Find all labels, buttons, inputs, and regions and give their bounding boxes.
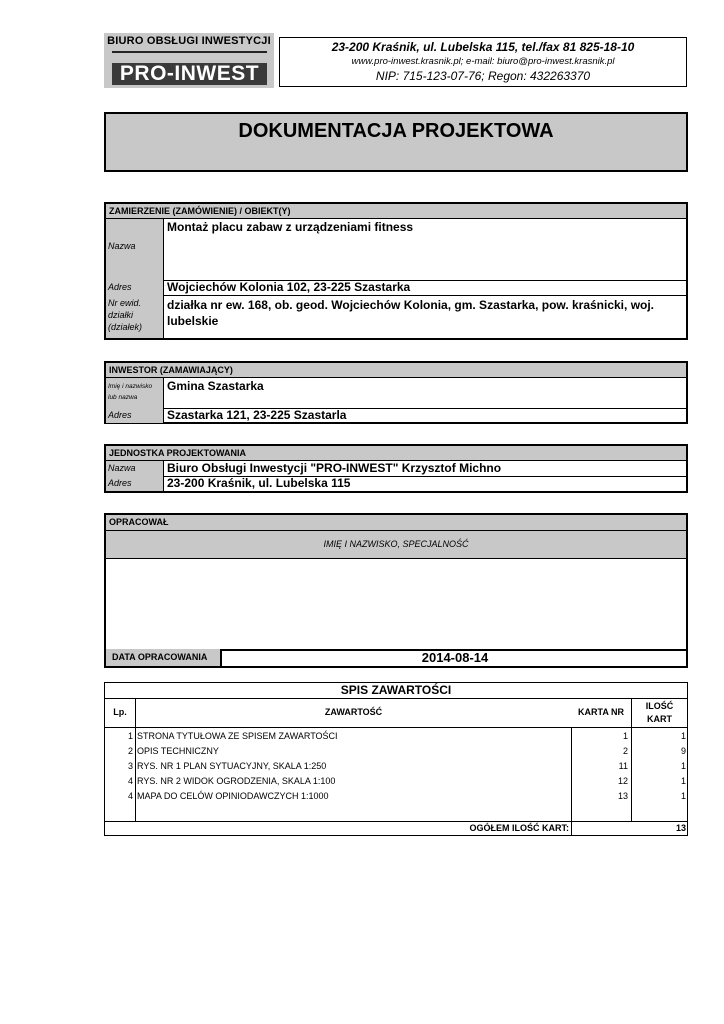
company-logo	[104, 33, 274, 88]
project-address-row	[106, 280, 686, 296]
toc-total-row	[105, 821, 687, 835]
contact-info-box	[279, 37, 687, 87]
design-unit-address-value: 23-200 Kraśnik, ul. Lubelska 115	[167, 476, 351, 490]
address-line: 23-200 Kraśnik, ul. Lubelska 115, tel./fax 81 825-18-10	[331, 40, 635, 54]
toc-row-karta: 2	[622, 746, 628, 756]
toc-row-ilosc: 9	[680, 746, 686, 756]
toc-row-content: RYS. NR 1 PLAN SYTUACYJNY, SKALA 1:250	[137, 761, 327, 771]
toc-row-content: RYS. NR 2 WIDOK OGRODZENIA, SKALA 1:100	[137, 776, 336, 786]
design-unit-name-row	[106, 461, 686, 477]
design-unit-name-value: Biuro Obsługi Inwestycji "PRO-INWEST" Krzysztof Michno	[167, 461, 502, 475]
toc-row-ilosc: 1	[680, 761, 686, 771]
project-section-header: ZAMIERZENIE (ZAMÓWIENIE) / OBIEKT(Y)	[106, 204, 686, 219]
nip-regon-line: NIP: 715-123-07-76; Regon: 432263370	[375, 69, 591, 83]
toc-row-ilosc: 1	[680, 776, 686, 786]
prepared-by-subheader-label: IMIĘ I NAZWISKO, SPECJALNOŚĆ	[323, 539, 469, 549]
toc-row-karta: 13	[617, 791, 628, 801]
project-name-row	[106, 219, 686, 281]
toc-row-lp: 4	[127, 791, 133, 801]
project-name-value: Montaż placu zabaw z urządzeniami fitness	[167, 220, 414, 234]
design-unit-address-label: Adres	[106, 476, 164, 491]
toc-row-content: STRONA TYTUŁOWA ZE SPISEM ZAWARTOŚCI	[137, 731, 338, 741]
logo-subtitle: BIURO OBSŁUGI INWESTYCJI	[107, 35, 271, 47]
preparation-date-label: DATA OPRACOWANIA	[106, 649, 222, 666]
toc-row-ilosc: 1	[680, 731, 686, 741]
investor-address-label: Adres	[106, 408, 164, 423]
toc-col-content: ZAWARTOŚĆ	[324, 707, 383, 717]
toc-col-ilosc: ILOŚĆ KART	[645, 701, 674, 724]
toc-row-lp: 2	[127, 746, 133, 756]
prepared-by-signature-area	[106, 558, 686, 651]
investor-section-header: INWESTOR (ZAMAWIAJĄCY)	[106, 363, 686, 378]
toc-row-ilosc: 1	[680, 791, 686, 801]
toc-row-lp: 4	[127, 776, 133, 786]
toc-total-value: 13	[675, 823, 686, 833]
preparation-date-value: 2014-08-14	[421, 650, 489, 665]
toc-body	[105, 728, 687, 822]
project-address-value: Wojciechów Kolonia 102, 23-225 Szastarka	[167, 280, 411, 294]
toc-row-content: OPIS TECHNICZNY	[137, 746, 219, 756]
prepared-by-header: OPRACOWAŁ	[106, 515, 686, 531]
project-parcel-label: Nr ewid. działki (działek)	[106, 295, 164, 338]
toc-row-lp: 1	[127, 731, 133, 741]
toc-row-karta: 1	[622, 731, 628, 741]
design-unit-name-label: Nazwa	[106, 461, 164, 476]
project-section	[104, 202, 688, 340]
logo-divider	[112, 51, 267, 53]
logo-wordmark: PRO-INWEST	[112, 63, 267, 85]
web-email-line: www.pro-inwest.krasnik.pl; e-mail: biuro@pro-inwest.krasnik.pl	[351, 56, 615, 67]
project-name-label: Nazwa	[106, 219, 164, 280]
toc-row-content: MAPA DO CELÓW OPINIODAWCZYCH 1:1000	[137, 791, 329, 801]
prepared-by-section	[104, 513, 688, 668]
preparation-date-row	[106, 649, 686, 666]
toc-col-lp: Lp.	[105, 698, 136, 727]
toc-total-label: OGÓŁEM ILOŚĆ KART:	[469, 823, 569, 833]
design-unit-section	[104, 444, 688, 493]
toc-col-karta: KARTA NR	[571, 698, 632, 727]
investor-address-row	[106, 408, 686, 423]
toc-row-karta: 12	[617, 776, 628, 786]
investor-name-value: Gmina Szastarka	[167, 379, 264, 393]
investor-name-label: Imię i nazwisko lub nazwa	[106, 378, 164, 408]
investor-address-value: Szastarka 121, 23-225 Szastarla	[167, 408, 347, 422]
toc-title: SPIS ZAWARTOŚCI	[105, 683, 687, 699]
toc-row-karta: 11	[618, 761, 628, 771]
project-parcel-row	[106, 295, 686, 338]
document-title: DOKUMENTACJA PROJEKTOWA	[104, 112, 688, 172]
investor-name-row	[106, 378, 686, 409]
toc-header-row	[105, 698, 687, 728]
toc-table	[104, 682, 688, 836]
toc-row-lp: 3	[127, 761, 133, 771]
project-parcel-value: działka nr ew. 168, ob. geod. Wojciechów Kolonia, gm. Szastarka, pow. kraśnicki, woj. lubelskie	[167, 298, 655, 328]
project-address-label: Adres	[106, 280, 164, 295]
design-unit-header: JEDNOSTKA PROJEKTOWANIA	[106, 446, 686, 461]
investor-section	[104, 361, 688, 424]
design-unit-address-row	[106, 476, 686, 491]
prepared-by-subheader	[106, 531, 686, 559]
